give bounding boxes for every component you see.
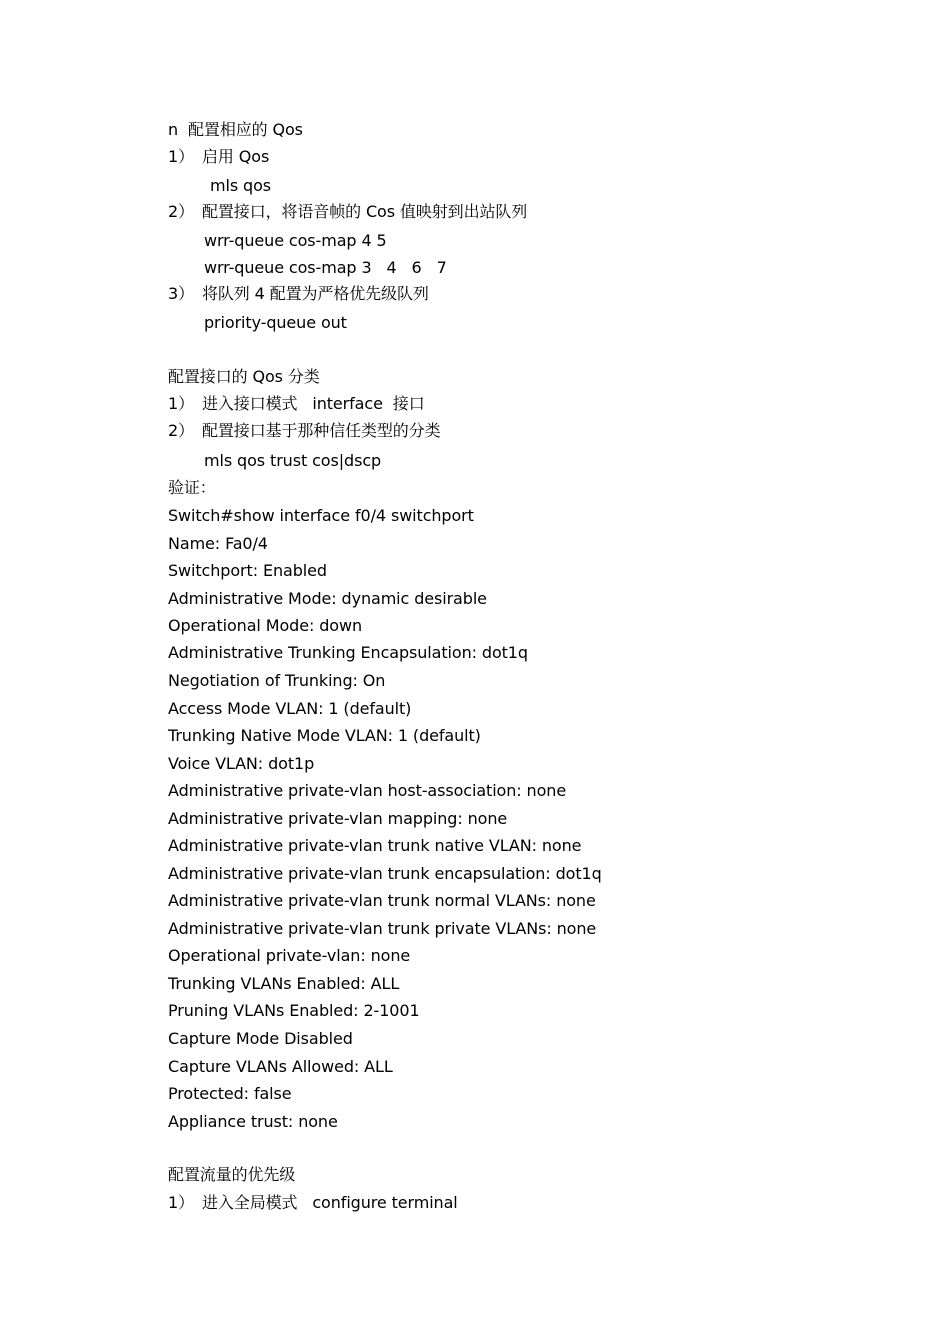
output-line: Pruning VLANs Enabled: 2-1001: [168, 1001, 420, 1020]
output-line: Administrative private-vlan trunk normal VLANs: none: [168, 891, 596, 910]
output-line: Name: Fa0/4: [168, 534, 268, 553]
command-wrr-queue-1: wrr-queue cos-map 4 5: [204, 231, 387, 250]
output-line: Trunking Native Mode VLAN: 1 (default): [168, 726, 481, 745]
output-line: Administrative private-vlan host-association: none: [168, 781, 567, 800]
command-priority-queue: priority-queue out: [204, 313, 347, 332]
section-heading-traffic-priority: 配置流量的优先级: [168, 1165, 296, 1184]
output-line: Operational private-vlan: none: [168, 946, 411, 965]
step-number: 1）: [168, 147, 194, 166]
output-line: Negotiation of Trunking: On: [168, 671, 386, 690]
output-line: Access Mode VLAN: 1 (default): [168, 699, 412, 718]
step-number: 1）: [168, 1193, 194, 1212]
command-mls-qos: mls qos: [210, 176, 272, 195]
step-number: 2）: [168, 202, 194, 221]
command-mls-qos-trust: mls qos trust cos|dscp: [204, 451, 382, 470]
step-trust-type: [168, 421, 441, 441]
verify-label: 验证：: [168, 478, 216, 497]
step-text: 将队列 4 配置为严格优先级队列: [202, 284, 429, 303]
step-text: 进入接口模式 interface 接口: [202, 394, 425, 413]
command-wrr-queue-2: wrr-queue cos-map 3 4 6 7: [204, 258, 447, 277]
section-heading-qos-classification: 配置接口的 Qos 分类: [168, 367, 320, 386]
output-line: Administrative private-vlan trunk native VLAN: none: [168, 836, 582, 855]
step-enter-global-mode: [168, 1193, 458, 1213]
output-line: Administrative private-vlan trunk private VLANs: none: [168, 919, 597, 938]
output-line: Capture Mode Disabled: [168, 1029, 353, 1048]
output-line: Trunking VLANs Enabled: ALL: [168, 974, 400, 993]
step-enter-interface-mode: [168, 394, 425, 414]
step-enable-qos: [168, 147, 269, 167]
step-number: 1）: [168, 394, 194, 413]
output-line: Administrative Trunking Encapsulation: dot1q: [168, 643, 528, 662]
section-heading-qos-config: n 配置相应的 Qos: [168, 120, 303, 139]
output-line: Administrative private-vlan mapping: none: [168, 809, 508, 828]
step-text: 配置接口，将语音帧的 Cos 值映射到出站队列: [202, 202, 528, 221]
output-line: Administrative Mode: dynamic desirable: [168, 589, 487, 608]
step-text: 启用 Qos: [202, 147, 270, 166]
output-line: Switch#show interface f0/4 switchport: [168, 506, 474, 525]
output-line: Protected: false: [168, 1084, 292, 1103]
step-number: 2）: [168, 421, 194, 440]
output-line: Voice VLAN: dot1p: [168, 754, 315, 773]
output-line: Administrative private-vlan trunk encapsulation: dot1q: [168, 864, 602, 883]
step-text: 配置接口基于那种信任类型的分类: [202, 421, 441, 440]
step-number: 3）: [168, 284, 194, 303]
output-line: Operational Mode: down: [168, 616, 363, 635]
step-priority-queue: [168, 284, 429, 304]
output-line: Appliance trust: none: [168, 1112, 338, 1131]
output-line: Switchport: Enabled: [168, 561, 327, 580]
step-configure-interface-cos-map: [168, 202, 527, 222]
step-text: 进入全局模式 configure terminal: [202, 1193, 458, 1212]
output-line: Capture VLANs Allowed: ALL: [168, 1057, 393, 1076]
